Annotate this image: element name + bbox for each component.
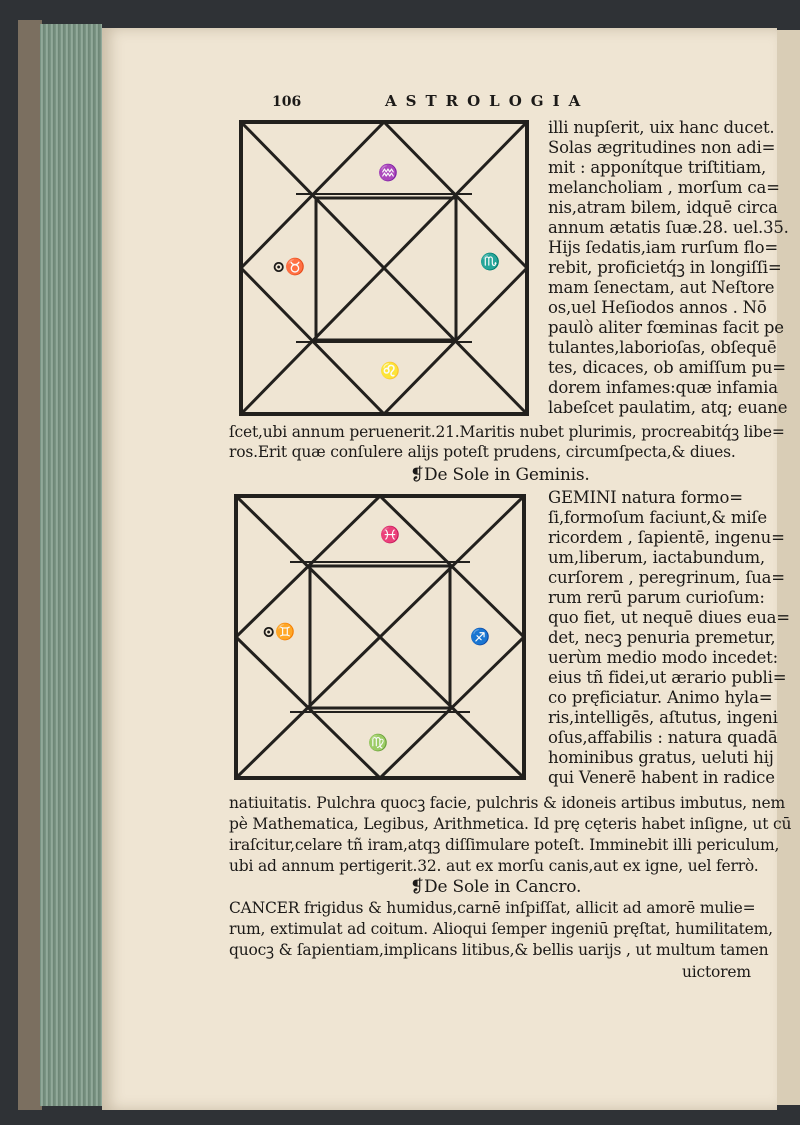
text-line: hominibus gratus, ueluti hij [548, 748, 774, 767]
text-line: natiuitatis. Pulchra quocꝫ facie, pulchris & idoneis artibus imbutus, nem [229, 794, 785, 812]
text-line: quo fiet, ut nequē diues eua= [548, 608, 790, 627]
text-line: ris,intelligēs, aſtutus, ingeni [548, 708, 778, 727]
text-line: illi nupſerit, uix hanc ducet. [548, 118, 775, 137]
page-number: 106 [272, 94, 302, 110]
text-line: qui Venerē habent in radice [548, 768, 775, 787]
text-line: uerùm medio modo incedet: [548, 648, 778, 667]
text-line: um,liberum, iactabundum, [548, 548, 765, 567]
text-line: nis,atram bilem, idquē circa [548, 198, 778, 217]
text-line: ros.Erit quæ conſulere alijs poteſt prudens, circumſpecta,& diues. [229, 443, 736, 461]
text-line: curſorem , peregrinum, ſua= [548, 568, 785, 587]
text-line: pè Mathematica, Legibus, Arithmetica. Id prę cęteris habet inſigne, ut cū [229, 815, 792, 833]
text-line: tulantes,laborioſas, obſequē [548, 338, 777, 357]
text-line: rum, extimulat ad coitum. Alioqui ſemper ingeniū pręſtat, humilitatem, [229, 920, 773, 938]
text-line: ubi ad annum pertigerit.32. aut ex morſu canis,aut ex igne, uel ferrò. [229, 857, 759, 875]
text-line: CANCER frigidus & humidus,carnē inſpiſſat, allicit ad amorē mulie= [229, 899, 756, 917]
text-line: iraſcitur,celare tñ iram,atqꝫ diſſimulare poteſt. Imminebit illi periculum, [229, 836, 780, 854]
text-line: dorem infames:quæ infamia [548, 378, 778, 397]
text-line: annum ætatis ſuæ.28. uel.35. [548, 218, 789, 237]
text-line: os,uel Heſiodos annos . Nō [548, 298, 767, 317]
text-line: oſus,affabilis : natura quadā [548, 728, 778, 747]
sign-aquarius: ♒ [378, 163, 398, 182]
text-line: det, necꝫ penuria premetur, [548, 628, 776, 647]
running-title: ASTROLOGIA [385, 92, 590, 110]
sign-pisces: ♓ [380, 525, 400, 544]
text-line: paulò aliter fœminas facit pe [548, 318, 784, 337]
text-line: GEMINI natura formo= [548, 488, 743, 507]
text-line: labeſcet paulatim, atq; euane [548, 398, 788, 417]
sign-sun-gemini: ⊙♊ [262, 622, 296, 641]
page-edges [40, 24, 102, 1106]
text-line: rebit, proficietq́ꝫ in longiſſi= [548, 258, 782, 277]
text-line: Solas ægritudines non adi= [548, 138, 776, 157]
sign-scorpio: ♏ [480, 252, 500, 271]
sign-leo: ♌ [380, 361, 400, 380]
sign-virgo: ♍ [368, 733, 388, 752]
book-cover-edge [18, 20, 42, 1110]
text-line: ricordem , ſapientē, ingenu= [548, 528, 785, 547]
heading-de-sole-in-geminis: ❡De Sole in Geminis. [410, 465, 590, 485]
text-line: ſcet,ubi annum peruenerit.21.Maritis nubet plurimis, procreabitq́ꝫ libe= [229, 423, 785, 441]
text-line: eius tñ fidei,ut ærario publi= [548, 668, 787, 687]
text-line: rum rerū parum curioſum: [548, 588, 765, 607]
catchword: uictorem [682, 963, 751, 981]
sign-sun-taurus: ⊙♉ [272, 257, 306, 276]
text-line: co pręficiatur. Animo hyla= [548, 688, 773, 707]
text-line: Hijs ſedatis,iam rurſum flo= [548, 238, 778, 257]
text-line: melancholiam , morſum ca= [548, 178, 780, 197]
text-line: ſi,formoſum faciunt,& miſe [548, 508, 767, 527]
sign-sagittarius: ♐ [470, 627, 490, 646]
text-line: mit : apponítque triſtitiam, [548, 158, 767, 177]
heading-de-sole-in-cancro: ❡De Sole in Cancro. [410, 877, 582, 897]
text-line: quocꝫ & ſapientiam,implicans litibus,& bellis uarijs , ut multum tamen [229, 941, 769, 959]
text-line: tes, dicaces, ob amiſſum pu= [548, 358, 786, 377]
text-line: mam ſenectam, aut Neſtore [548, 278, 775, 297]
